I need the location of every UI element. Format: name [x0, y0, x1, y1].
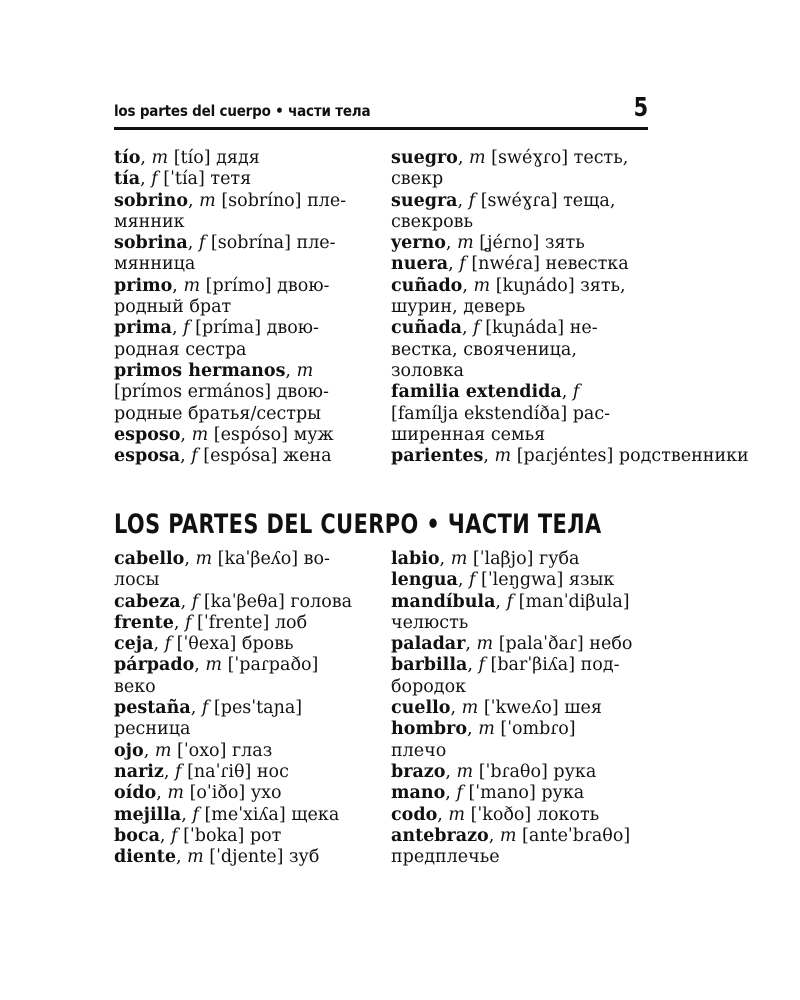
dictionary-entry [114, 425, 384, 446]
entry-continuation [391, 297, 661, 318]
headword: mandíbula [391, 591, 496, 612]
translation: рука [553, 761, 597, 782]
translation: муж [293, 424, 334, 445]
headword: tía [114, 169, 141, 190]
pronunciation: [príma] [195, 318, 262, 339]
entry-line: barbilla, f [barˈβiʎa] под- [391, 655, 620, 676]
gender-marker: m [478, 719, 495, 740]
entry-line: primos hermanos, m [114, 360, 314, 381]
translation: двою- [276, 382, 329, 403]
headword: mano [391, 783, 446, 804]
gender-marker: m [187, 847, 204, 868]
entry-continuation [391, 613, 661, 634]
translation: зуб [289, 847, 320, 868]
gender-marker: m [473, 275, 491, 296]
entry-line: cuñada, f [kuɲáda] не- [391, 318, 598, 339]
translation: рука [541, 783, 585, 804]
gender-marker: m [296, 360, 314, 381]
dictionary-entry [114, 698, 384, 741]
pronunciation: [ˈombɾo] [500, 719, 576, 740]
pronunciation: [ˈoxo] [177, 740, 227, 761]
gender-marker: m [195, 549, 213, 569]
pronunciation: [barˈβiʎa] [490, 655, 576, 676]
entry-line: tía, f [ˈtía] тетя [114, 169, 252, 190]
translation: жена [283, 446, 332, 467]
entry-line: parientes, m [paɾjéntes] родственники [391, 446, 749, 467]
translation: рас- [572, 403, 611, 424]
entry-line: labio, m [ˈlaβjo] губа [391, 549, 580, 569]
headword: suegra [391, 190, 458, 211]
entry-continuation [114, 404, 384, 425]
entry-continuation [114, 297, 384, 318]
translation: локоть [536, 804, 600, 825]
dictionary-entry [114, 805, 384, 826]
entry-line: frente, f [ˈfrente] лоб [114, 612, 308, 633]
pronunciation: [espósa] [203, 446, 278, 467]
entry-line-wrapped [114, 382, 384, 403]
headword: familia extendida [391, 382, 562, 403]
translation: золовка [391, 360, 464, 381]
pronunciation: [ˈmano] [468, 783, 536, 804]
dictionary-entry [114, 592, 384, 613]
entry-continuation [391, 425, 661, 446]
entry-line: tío, m [tío] дядя [114, 148, 260, 168]
entry-continuation [391, 169, 661, 190]
gender-marker: f [456, 783, 463, 804]
translation: глаз [232, 740, 273, 761]
pronunciation: [kuɲáda] [485, 318, 565, 339]
pronunciation: [famílja ekstendíða] [391, 403, 568, 424]
entry-line: familia extendida, f [391, 382, 580, 403]
translation: зять, [580, 275, 626, 296]
headword: paladar [391, 634, 466, 655]
headword: cabeza [114, 591, 181, 612]
gender-marker: m [205, 655, 223, 676]
translation: двою- [266, 318, 319, 339]
entry-line: cabeza, f [kaˈβeθa] голова [114, 591, 353, 612]
headword: mejilla [114, 804, 182, 825]
dictionary-entry [114, 741, 384, 762]
pronunciation: [manˈdiβula] [518, 591, 630, 612]
entry-line: brazo, m [ˈbɾaθo] рука [391, 761, 597, 782]
dictionary-entry [391, 148, 661, 191]
headword: esposa [114, 446, 181, 467]
entry-line: sobrino, m [sobríno] пле- [114, 190, 347, 211]
gender-marker: m [167, 783, 184, 804]
dictionary-entry [391, 382, 661, 446]
gender-marker: m [461, 698, 479, 719]
pronunciation: [naˈɾiθ] [187, 761, 252, 782]
dictionary-entry [391, 276, 661, 319]
translation: предплечье [391, 847, 500, 868]
entry-line: ojo, m [ˈoxo] глаз [114, 740, 273, 761]
entry-continuation [391, 212, 661, 233]
dictionary-entry [391, 719, 661, 762]
translation: шурин, деверь [391, 297, 526, 318]
translation: бровь [241, 634, 294, 655]
dictionary-entry [114, 613, 384, 634]
headword: primos hermanos [114, 360, 286, 381]
running-header [114, 93, 648, 124]
gender-marker: f [468, 190, 476, 211]
entry-line: cuello, m [ˈkweʎo] шея [391, 698, 602, 719]
entry-line: esposa, f [espósa] жена [114, 446, 332, 467]
translation: мянница [114, 254, 196, 275]
gender-marker: m [457, 233, 474, 254]
gender-marker: m [199, 190, 216, 211]
translation: свекр [391, 169, 444, 190]
dictionary-entry [114, 191, 384, 234]
gender-marker: f [183, 318, 190, 339]
pronunciation: [ˈlaβjo] [472, 549, 534, 569]
entry-line-wrapped [391, 404, 661, 425]
pronunciation: [ˈpaɾpaðo] [227, 655, 319, 676]
translation: тетя [210, 169, 252, 190]
pronunciation: [meˈxiʎa] [204, 804, 286, 825]
entry-continuation [114, 340, 384, 361]
pronunciation: [prímo] [205, 275, 272, 296]
gender-marker: f [171, 825, 178, 846]
gender-marker: m [494, 446, 512, 467]
translation: веко [114, 676, 156, 697]
translation: щека [291, 804, 340, 825]
translation: тесть, [573, 148, 629, 168]
translation: небо [589, 634, 633, 655]
gender-marker: f [151, 169, 158, 190]
pronunciation: [sobrína] [210, 233, 291, 254]
dictionary-entry [114, 847, 384, 868]
gender-marker: f [468, 570, 476, 591]
gender-marker: m [448, 804, 465, 825]
dictionary-entry [391, 570, 661, 591]
pronunciation: [ˈbɾaθo] [478, 761, 548, 782]
headword: antebrazo [391, 825, 489, 846]
dictionary-entry [391, 762, 661, 783]
translation: ресница [114, 719, 191, 740]
dictionary-entry [391, 191, 661, 234]
dictionary-entry [114, 826, 384, 847]
gender-marker: m [499, 825, 517, 846]
translation: пле- [307, 190, 347, 211]
translation: невестка [545, 254, 629, 275]
entry-line: nariz, f [naˈɾiθ] нос [114, 761, 289, 782]
translation: ширенная семья [391, 424, 546, 445]
gender-marker: m [476, 634, 494, 655]
running-header-title: los partes del cuerpo • части тела [114, 102, 371, 120]
headword: prima [114, 318, 172, 339]
headword: diente [114, 847, 176, 868]
dictionary-entry [114, 549, 384, 592]
translation: бородок [391, 676, 467, 697]
pronunciation: [swéɣɾo] [491, 148, 569, 168]
dictionary-entry [114, 233, 384, 276]
pronunciation: [ˈtía] [163, 169, 205, 190]
pronunciation: [ˈfrente] [197, 612, 270, 633]
pronunciation: [palaˈðaɾ] [498, 634, 584, 655]
headword: cuello [391, 698, 451, 719]
entry-continuation [114, 719, 384, 740]
entry-line: suegra, f [swéɣɾa] теща, [391, 190, 616, 211]
gender-marker: m [468, 148, 486, 168]
dictionary-entry [391, 549, 661, 570]
pronunciation: [kaˈβeθa] [203, 591, 285, 612]
translation: рот [249, 825, 282, 846]
dictionary-entry [391, 446, 749, 467]
header-rule [114, 127, 648, 130]
translation: теща, [563, 190, 616, 211]
dictionary-entry [114, 634, 384, 655]
headword: boca [114, 825, 160, 846]
entry-continuation [391, 361, 661, 382]
entry-continuation [391, 847, 661, 868]
headword: parientes [391, 446, 484, 467]
entry-line: esposo, m [espóso] муж [114, 424, 334, 445]
pronunciation: [prímos ermános] [114, 382, 272, 403]
entry-line: cuñado, m [kuɲádo] зять, [391, 275, 626, 296]
headword: sobrino [114, 190, 189, 211]
gender-marker: f [473, 318, 480, 339]
bottom-left-column [114, 549, 384, 868]
dictionary-entry [114, 148, 384, 169]
headword: barbilla [391, 655, 468, 676]
gender-marker: m [456, 761, 474, 782]
page-number: 5 [633, 93, 648, 123]
entry-continuation [391, 741, 661, 762]
headword: sobrina [114, 233, 188, 254]
dictionary-entry [114, 655, 384, 698]
entry-line: oído, m [oˈiðo] ухо [114, 783, 282, 804]
dictionary-entry [391, 592, 661, 635]
translation: двою- [277, 275, 330, 296]
entry-line: paladar, m [palaˈðaɾ] небо [391, 634, 633, 655]
headword: suegro [391, 148, 458, 168]
dictionary-entry [114, 446, 384, 467]
headword: yerno [391, 233, 446, 254]
dictionary-entry [391, 655, 661, 698]
pronunciation: [espóso] [213, 424, 288, 445]
gender-marker: f [192, 804, 199, 825]
pronunciation: [ˈboka] [183, 825, 245, 846]
translation: пле- [296, 233, 336, 254]
entry-line: cabello, m [kaˈβeʎo] во- [114, 549, 330, 569]
entry-line: pestaña, f [pesˈtaɲa] [114, 698, 303, 719]
translation: голова [290, 591, 353, 612]
headword: nuera [391, 254, 449, 275]
headword: oído [114, 783, 157, 804]
entry-line: primo, m [prímo] двою- [114, 275, 330, 296]
gender-marker: f [184, 612, 192, 633]
entry-line: boca, f [ˈboka] рот [114, 825, 282, 846]
translation: не- [569, 318, 598, 339]
translation: во- [303, 549, 330, 569]
headword: brazo [391, 761, 446, 782]
dictionary-entry [391, 698, 661, 719]
pronunciation: [pesˈtaɲa] [213, 698, 303, 719]
entry-continuation [114, 570, 384, 591]
section-title: LOS PARTES DEL CUERPO • ЧАСТИ ТЕЛА [114, 509, 602, 540]
headword: cabello [114, 549, 185, 569]
gender-marker: f [198, 233, 206, 254]
entry-line: lengua, f [ˈleŋgwa] язык [391, 570, 615, 591]
translation: лосы [114, 570, 160, 591]
entry-line: codo, m [ˈkoðo] локоть [391, 804, 600, 825]
translation: свекровь [391, 211, 474, 232]
translation: под- [580, 655, 620, 676]
translation: родные братья/сестры [114, 403, 322, 424]
entry-line: suegro, m [swéɣɾo] тесть, [391, 148, 629, 168]
entry-line: hombro, m [ˈombɾo] [391, 719, 576, 740]
pronunciation: [sobríno] [221, 190, 302, 211]
bottom-right-column [391, 549, 661, 868]
gender-marker: f [164, 634, 172, 655]
dictionary-entry [391, 254, 661, 275]
translation: губа [539, 549, 580, 569]
entry-line: nuera, f [nwéɾa] невестка [391, 254, 629, 275]
gender-marker: f [572, 382, 580, 403]
pronunciation: [ˈθexa] [176, 634, 237, 655]
gender-marker: f [478, 655, 485, 676]
entry-continuation [391, 340, 661, 361]
entry-continuation [114, 212, 384, 233]
headword: ceja [114, 634, 154, 655]
gender-marker: f [191, 446, 198, 467]
dictionary-entry [114, 169, 384, 190]
dictionary-entry [391, 318, 661, 382]
gender-marker: f [191, 591, 199, 612]
translation: ухо [250, 783, 282, 804]
gender-marker: m [450, 549, 468, 569]
gender-marker: f [201, 698, 209, 719]
dictionary-entry [391, 634, 661, 655]
translation: зять [544, 233, 585, 254]
entry-continuation [114, 677, 384, 698]
dictionary-entry [114, 361, 384, 425]
pronunciation: [nwéɾa] [471, 254, 540, 275]
pronunciation: [ˈkweʎo] [483, 698, 559, 719]
headword: esposo [114, 424, 181, 445]
headword: pestaña [114, 698, 191, 719]
pronunciation: [ˈleŋgwa] [481, 570, 564, 591]
headword: codo [391, 804, 438, 825]
translation: шея [564, 698, 602, 719]
headword: hombro [391, 719, 468, 740]
pronunciation: [ˈkoðo] [470, 804, 532, 825]
gender-marker: m [154, 740, 172, 761]
dictionary-entry [114, 318, 384, 361]
dictionary-entry [114, 276, 384, 319]
headword: cuñado [391, 275, 463, 296]
gender-marker: f [506, 591, 514, 612]
entry-line: prima, f [príma] двою- [114, 318, 319, 339]
entry-line: mandíbula, f [manˈdiβula] [391, 591, 630, 612]
gender-marker: m [183, 275, 201, 296]
pronunciation: [tío] [173, 148, 211, 168]
dictionary-entry [391, 783, 661, 804]
entry-line: sobrina, f [sobrína] пле- [114, 233, 336, 254]
pronunciation: [ˈdjente] [209, 847, 284, 868]
pronunciation: [kaˈβeʎo] [217, 549, 299, 569]
translation: язык [568, 570, 615, 591]
pronunciation: [anteˈbɾaθo] [522, 825, 631, 846]
entry-continuation [114, 254, 384, 275]
pronunciation: [paɾjéntes] [516, 446, 614, 467]
pronunciation: [swéɣɾa] [480, 190, 558, 211]
translation: родственники [618, 446, 749, 467]
entry-line: párpado, m [ˈpaɾpaðo] [114, 655, 319, 676]
translation: лоб [274, 612, 308, 633]
translation: родный брат [114, 297, 232, 318]
top-right-column [391, 148, 749, 467]
translation: мянник [114, 211, 185, 232]
headword: primo [114, 275, 173, 296]
dictionary-entry [114, 783, 384, 804]
entry-line: yerno, m [ʝéɾno] зять [391, 233, 585, 254]
gender-marker: m [151, 148, 169, 168]
headword: nariz [114, 761, 164, 782]
dictionary-entry [114, 762, 384, 783]
translation: вестка, свояченица, [391, 339, 577, 360]
dictionary-entry [391, 826, 661, 869]
pronunciation: [ʝéɾno] [479, 233, 540, 254]
entry-line: diente, m [ˈdjente] зуб [114, 847, 320, 868]
headword: ojo [114, 740, 144, 761]
dictionary-entry [391, 805, 661, 826]
translation: челюсть [391, 612, 469, 633]
top-left-column [114, 148, 384, 467]
translation: родная сестра [114, 339, 247, 360]
headword: párpado [114, 655, 195, 676]
headword: labio [391, 549, 440, 569]
headword: cuñada [391, 318, 463, 339]
gender-marker: m [191, 424, 209, 445]
dictionary-entry [391, 233, 661, 254]
entry-line: antebrazo, m [anteˈbɾaθo] [391, 825, 631, 846]
pronunciation: [kuɲádo] [495, 275, 575, 296]
headword: lengua [391, 570, 458, 591]
entry-line: ceja, f [ˈθexa] бровь [114, 634, 294, 655]
entry-line: mejilla, f [meˈxiʎa] щека [114, 804, 340, 825]
translation: нос [256, 761, 289, 782]
pronunciation: [oˈiðo] [189, 783, 246, 804]
headword: tío [114, 148, 141, 168]
translation: дядя [216, 148, 260, 168]
headword: frente [114, 612, 174, 633]
entry-line: mano, f [ˈmano] рука [391, 783, 585, 804]
gender-marker: f [459, 254, 466, 275]
entry-continuation [391, 677, 661, 698]
gender-marker: f [175, 761, 182, 782]
translation: плечо [391, 740, 447, 761]
